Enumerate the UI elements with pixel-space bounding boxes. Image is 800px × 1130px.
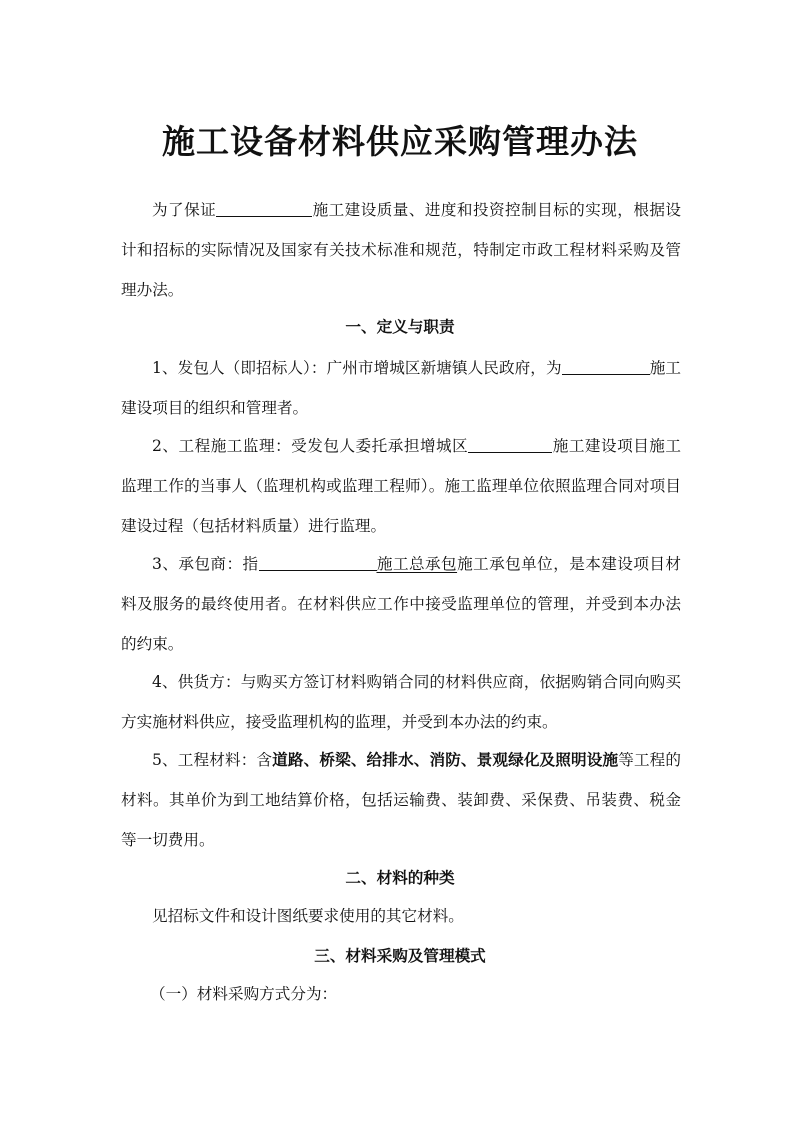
section3-sub1: （一）材料采购方式分为：	[150, 985, 338, 1003]
document-title: 施工设备材料供应采购管理办法	[162, 122, 638, 161]
intro-prefix: 为了保证	[152, 201, 217, 219]
item2-suffix: 施工建设项目施工监理工作的当事人（监理机构或监理工程师）。施工监理单位依照监理合同对项目建设过程（包括材料质量）进行监理。	[121, 437, 681, 535]
item4-paragraph: 4、供货方：与购买方签订材料购销合同的材料供应商，依据购销合同向购买方实施材料供应，接受监理机构的监理，并受到本办法的约束。	[121, 673, 681, 731]
item1-paragraph	[121, 348, 681, 428]
section2-heading: 二、材料的种类	[345, 868, 455, 887]
item3-blank	[259, 552, 377, 571]
item5-bold: 道路、桥梁、给排水、消防、景观绿化及照明设施	[272, 750, 619, 769]
item3-paragraph	[121, 544, 681, 664]
intro-blank	[216, 198, 312, 217]
item1-blank	[562, 356, 650, 375]
intro-text: 施工建设质量、进度和投资控制目标的实现，根据设计和招标的实际情况及国家有关技术标准和规范，特制定市政工程材料采购及管理办法。	[121, 201, 681, 299]
item1-prefix: 1、发包人（即招标人）：广州市增城区新塘镇人民政府，为	[152, 359, 562, 377]
item3-prefix: 3、承包商：指	[152, 555, 259, 573]
intro-paragraph	[121, 190, 681, 310]
item3-underlined: 施工总承包	[376, 555, 458, 573]
item5-paragraph	[121, 740, 681, 860]
item2-prefix: 2、工程施工监理：受发包人委托承担增城区	[152, 437, 469, 455]
section1-heading: 一、定义与职责	[345, 317, 455, 336]
item2-blank	[468, 434, 552, 453]
item2-paragraph	[121, 426, 681, 546]
item5-prefix: 5、工程材料：含	[152, 751, 273, 769]
item1-suffix: 施工建设项目的组织和管理者。	[121, 359, 681, 417]
section2-paragraph: 见招标文件和设计图纸要求使用的其它材料。	[152, 907, 464, 925]
section3-heading: 三、材料采购及管理模式	[314, 946, 486, 965]
item5-suffix: 等工程的材料。其单价为到工地结算价格，包括运输费、装卸费、采保费、吊装费、税金等一切费用。	[121, 751, 681, 849]
item3-suffix: 施工承包单位，是本建设项目材料及服务的最终使用者。在材料供应工作中接受监理单位的管理，并受到本办法的约束。	[121, 555, 681, 653]
